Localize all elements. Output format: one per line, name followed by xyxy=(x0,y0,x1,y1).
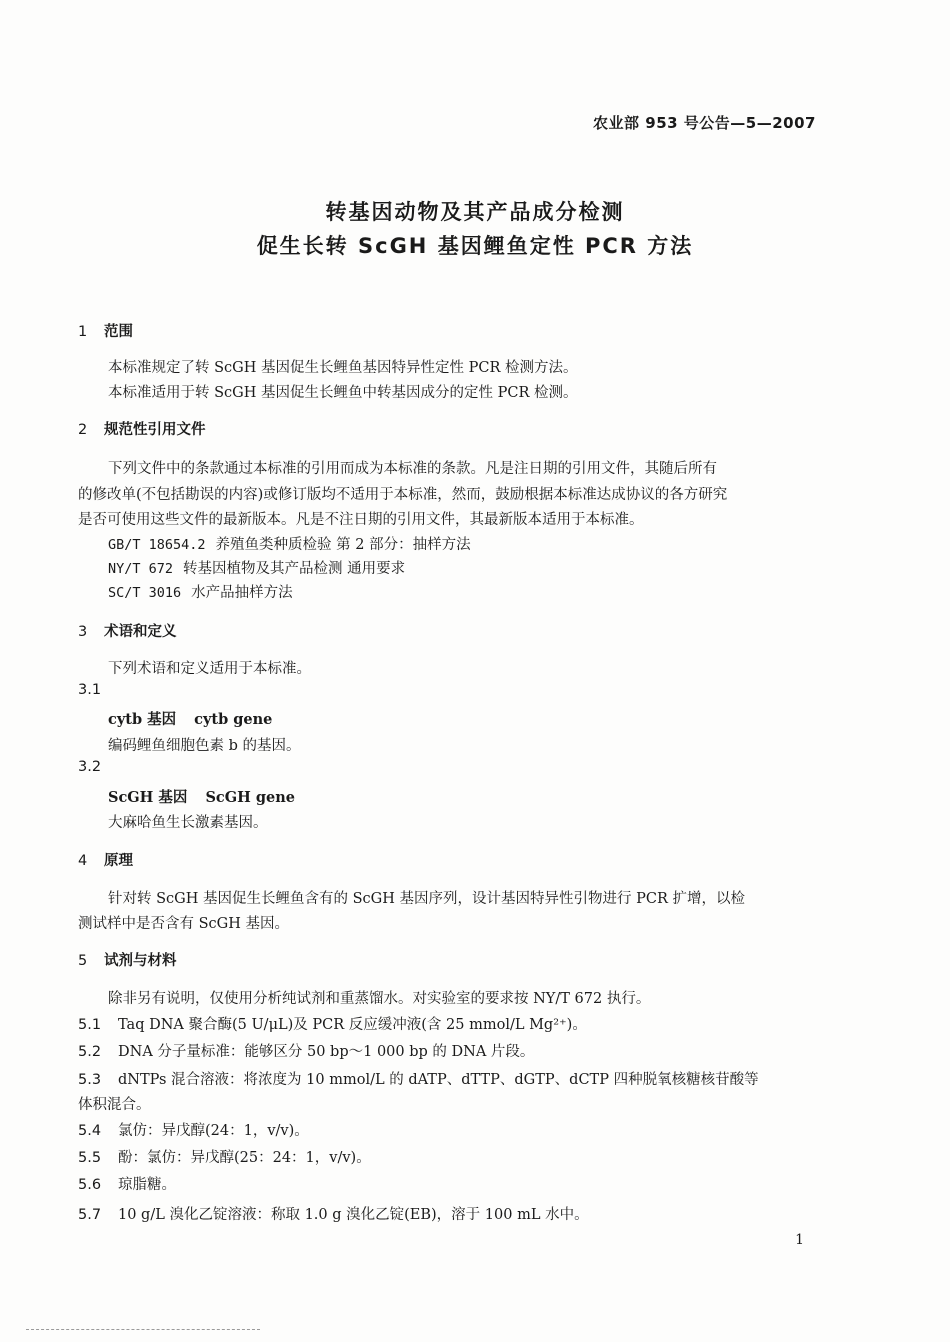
clause-number: 5.1 xyxy=(78,1017,102,1033)
section-title: 范围 xyxy=(104,324,133,340)
clause-item xyxy=(78,1040,534,1061)
clause-text: 氯仿：异戊醇(24：1，v/v)。 xyxy=(118,1123,309,1139)
clause-item xyxy=(78,1068,759,1089)
reference-item xyxy=(108,533,471,554)
title-line-2: 促生长转 ScGH 基因鲤鱼定性 PCR 方法 xyxy=(256,234,694,258)
section-number: 2 xyxy=(78,422,88,438)
section-title: 原理 xyxy=(104,853,133,869)
clause-continuation: 体积混合。 xyxy=(78,1097,151,1113)
paragraph: 除非另有说明，仅使用分析纯试剂和重蒸馏水。对实验室的要求按 NY/T 672 执行。 xyxy=(108,991,651,1007)
clause-number: 3.1 xyxy=(78,682,102,698)
clause-number: 5.5 xyxy=(78,1150,102,1166)
reference-code: NY/T 672 xyxy=(108,561,174,577)
title-line-1: 转基因动物及其产品成分检测 xyxy=(325,200,625,224)
term xyxy=(108,786,295,807)
paragraph: 下列术语和定义适用于本标准。 xyxy=(108,661,311,677)
section-number: 5 xyxy=(78,953,88,969)
term xyxy=(108,708,272,729)
section-heading-principle xyxy=(78,849,133,870)
standard-code: 农业部 953 号公告—5—2007 xyxy=(593,114,816,132)
paragraph-line: 是否可使用这些文件的最新版本。凡是不注日期的引用文件，其最新版本适用于本标准。 xyxy=(78,512,644,528)
reference-item xyxy=(108,557,405,578)
reference-title: 养殖鱼类种质检验 第 2 部分：抽样方法 xyxy=(215,537,471,553)
clause-text: 琼脂糖。 xyxy=(118,1177,176,1193)
term-en: cytb gene xyxy=(194,711,273,728)
clause-item xyxy=(78,1146,371,1167)
section-number: 3 xyxy=(78,624,88,640)
reference-title: 水产品抽样方法 xyxy=(191,585,293,601)
paragraph-line: 针对转 ScGH 基因促生长鲤鱼含有的 ScGH 基因序列，设计基因特异性引物进行 PCR 扩增，以检 xyxy=(108,891,745,907)
section-title: 术语和定义 xyxy=(104,624,177,640)
section-heading-normative-references xyxy=(78,418,206,439)
paragraph-line: 下列文件中的条款通过本标准的引用而成为本标准的条款。凡是注日期的引用文件，其随后所有 xyxy=(108,461,717,477)
clause-text: dNTPs 混合溶液：将浓度为 10 mmol/L 的 dATP、dTTP、dGTP、dCTP 四种脱氧核糖核苷酸等 xyxy=(118,1072,759,1088)
reference-code: SC/T 3016 xyxy=(108,585,182,601)
paragraph-line: 的修改单(不包括勘误的内容)或修订版均不适用于本标准，然而，鼓励根据本标准达成协议的各方研究 xyxy=(78,487,728,503)
clause-number: 5.3 xyxy=(78,1072,102,1088)
paragraph-line: 测试样中是否含有 ScGH 基因。 xyxy=(78,916,289,932)
clause-number: 5.2 xyxy=(78,1044,102,1060)
clause-text: 10 g/L 溴化乙锭溶液：称取 1.0 g 溴化乙锭(EB)，溶于 100 mL 水中。 xyxy=(118,1207,589,1223)
section-number: 1 xyxy=(78,324,88,340)
reference-item xyxy=(108,581,293,602)
paragraph: 本标准适用于转 ScGH 基因促生长鲤鱼中转基因成分的定性 PCR 检测。 xyxy=(108,385,578,401)
section-title: 试剂与材料 xyxy=(104,953,177,969)
reference-title: 转基因植物及其产品检测 通用要求 xyxy=(183,561,406,577)
clause-text: Taq DNA 聚合酶(5 U/μL)及 PCR 反应缓冲液(含 25 mmol/L Mg²⁺)。 xyxy=(118,1017,587,1033)
section-heading-scope xyxy=(78,320,133,341)
section-heading-reagents xyxy=(78,949,177,970)
clause-number: 5.7 xyxy=(78,1207,102,1223)
reference-code: GB/T 18654.2 xyxy=(108,537,206,553)
clause-number: 5.6 xyxy=(78,1177,102,1193)
page-number: 1 xyxy=(795,1232,804,1248)
footer-divider xyxy=(26,1329,260,1330)
clause-number: 5.4 xyxy=(78,1123,102,1139)
clause-number: 3.2 xyxy=(78,759,102,775)
term-cn: cytb 基因 xyxy=(108,711,177,728)
term-cn: ScGH 基因 xyxy=(108,789,188,806)
section-number: 4 xyxy=(78,853,88,869)
clause-item xyxy=(78,1119,309,1140)
section-title: 规范性引用文件 xyxy=(104,422,206,438)
term-en: ScGH gene xyxy=(205,789,296,806)
clause-item xyxy=(78,1203,589,1224)
section-heading-terms xyxy=(78,620,177,641)
clause-item xyxy=(78,1013,587,1034)
clause-text: 酚：氯仿：异戊醇(25：24：1，v/v)。 xyxy=(118,1150,371,1166)
paragraph: 本标准规定了转 ScGH 基因促生长鲤鱼基因特异性定性 PCR 检测方法。 xyxy=(108,360,578,376)
term-definition: 编码鲤鱼细胞色素 b 的基因。 xyxy=(108,738,301,754)
clause-text: DNA 分子量标准：能够区分 50 bp～1 000 bp 的 DNA 片段。 xyxy=(118,1044,535,1060)
clause-item xyxy=(78,1173,176,1194)
term-definition: 大麻哈鱼生长激素基因。 xyxy=(108,815,268,831)
